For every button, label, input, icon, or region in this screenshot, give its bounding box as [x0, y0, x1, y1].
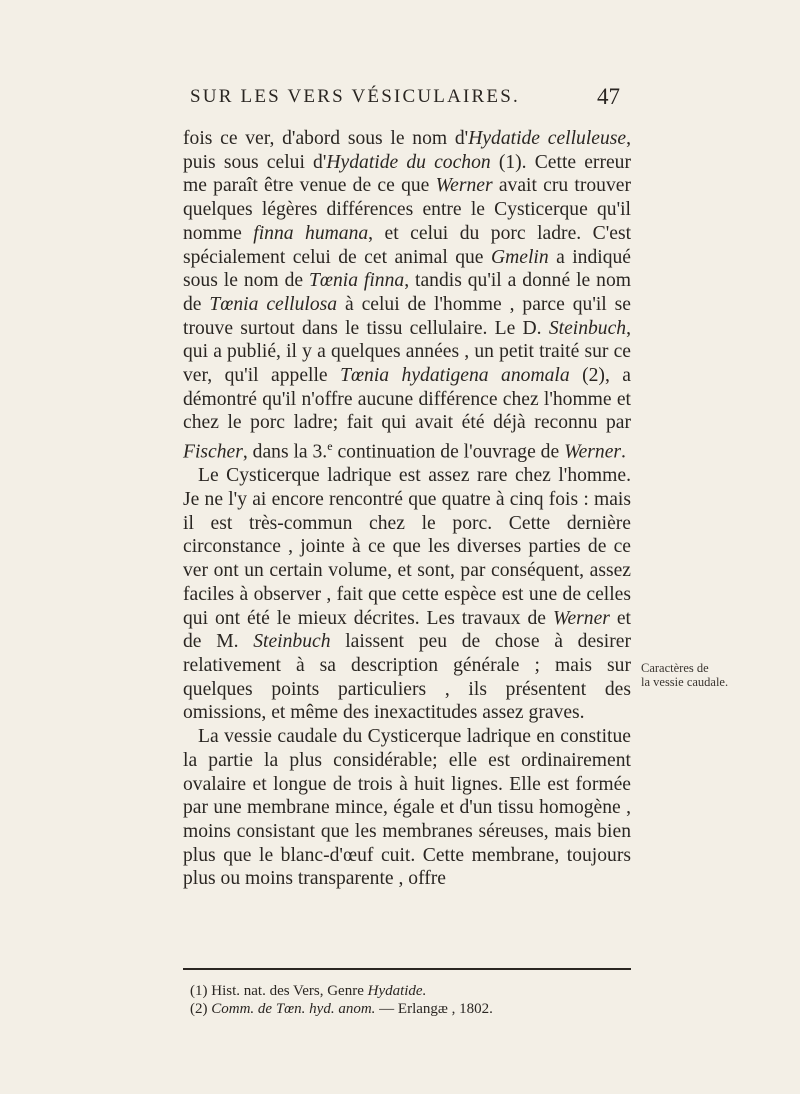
- text-run: , puis sous celui d': [183, 128, 631, 173]
- paragraph-3: [183, 725, 631, 891]
- footnote-mark: (1): [190, 983, 208, 999]
- footnotes: [190, 982, 630, 1018]
- italic-term: Werner: [564, 441, 622, 463]
- margin-note: [641, 661, 731, 689]
- text-run: Le Cysticerque ladrique est assez rare chez l'homme. Je ne l'y ai encore rencontré que quatre à cinq fois : mais il est très-commun chez le porc. Cette dernière circonstance , jointe à ce que les diverses parties de ce ver ont un certain volume, et sont, par conséquent, assez faciles à observer , fait que cette espèce est une de celles qui ont été le mieux décrites. Les travaux de: [183, 465, 631, 629]
- paragraph-1: [183, 127, 631, 464]
- italic-term: Steinbuch: [253, 631, 331, 653]
- text-run: avait cru trouver quelques légères différences entre le Cysticerque qu'il nomme: [183, 175, 632, 244]
- italic-term: Tœnia finna: [309, 270, 405, 292]
- italic-term: Hydatide du cochon: [326, 151, 491, 173]
- margin-note-line: Caractères de: [641, 661, 709, 675]
- italic-term: Tœnia hydatigena anomala: [340, 365, 570, 387]
- text-run: , qui a publié, il y a quelques années , un petit traité sur ce ver, qu'il appelle: [183, 317, 631, 387]
- text-run: et de M.: [183, 607, 631, 653]
- running-head: [190, 86, 620, 116]
- text-run: (1). Cette erreur me paraît être venue de ce que: [183, 151, 632, 197]
- italic-term: Hydatide celluleuse: [468, 128, 627, 149]
- text-run: continuation de l'ouvrage de: [332, 441, 565, 463]
- italic-term: finna humana: [253, 222, 369, 244]
- superscript: e: [327, 439, 333, 454]
- italic-term: Werner: [435, 175, 493, 197]
- paragraph-2: [183, 464, 631, 725]
- body-text: [183, 127, 631, 891]
- footnote-1: [190, 982, 630, 1000]
- footnote-text: — Erlangæ , 1802.: [375, 1001, 493, 1017]
- text-run: , et celui du porc ladre. C'est spécialement celui de cet animal que: [183, 222, 632, 268]
- text-run: .: [621, 441, 626, 463]
- text-run: fois ce ver, d'abord sous le nom d': [183, 128, 469, 149]
- text-run: , tandis qu'il a donné le nom de: [183, 270, 631, 315]
- running-title: SUR LES VERS VÉSICULAIRES.: [190, 86, 520, 107]
- text-run: laissent peu de chose à desirer relativement à sa description générale ; mais sur quelques points particuliers , ils présentent des omissions, et même des inexactitudes assez graves.: [183, 631, 631, 724]
- italic-term: Steinbuch: [548, 317, 627, 339]
- italic-term: Tœnia cellulosa: [209, 293, 338, 315]
- footnote-italic: Hydatide.: [367, 983, 427, 999]
- margin-note-line: la vessie caudale.: [641, 675, 729, 689]
- text-run: , dans la 3.: [242, 441, 328, 463]
- footnote-mark: (2): [190, 1001, 208, 1017]
- footnote-italic: Comm. de Tœn. hyd. anom.: [207, 1001, 376, 1017]
- text-run: La vessie caudale du Cysticerque ladrique en constitue la partie la plus considérable; elle est ordinairement ovalaire et longue de trois à huit lignes. Elle est formée par une membrane mince, égale et d'un tissu homogène , moins consistant que les membranes séreuses, mais bien plus que le blanc-d'œuf cuit. Cette membrane, toujours plus ou moins transparente , offre: [183, 726, 631, 890]
- footnote-rule: [183, 968, 631, 970]
- text-run: (2), a démontré qu'il n'offre aucune différence chez l'homme et chez le porc ladre; fait qui avait été déjà reconnu par: [183, 365, 631, 434]
- footnote-2: [190, 1000, 630, 1018]
- italic-term: Fischer: [183, 441, 243, 463]
- italic-term: Werner: [552, 607, 610, 629]
- text-run: à celui de l'homme , parce qu'il se trouve surtout dans le tissu cellulaire. Le D.: [183, 293, 631, 339]
- footnote-text: Hist. nat. des Vers, Genre: [207, 983, 368, 999]
- text-run: a indiqué sous le nom de: [183, 246, 631, 292]
- page-number: 47: [597, 84, 620, 109]
- italic-term: Gmelin: [490, 246, 549, 268]
